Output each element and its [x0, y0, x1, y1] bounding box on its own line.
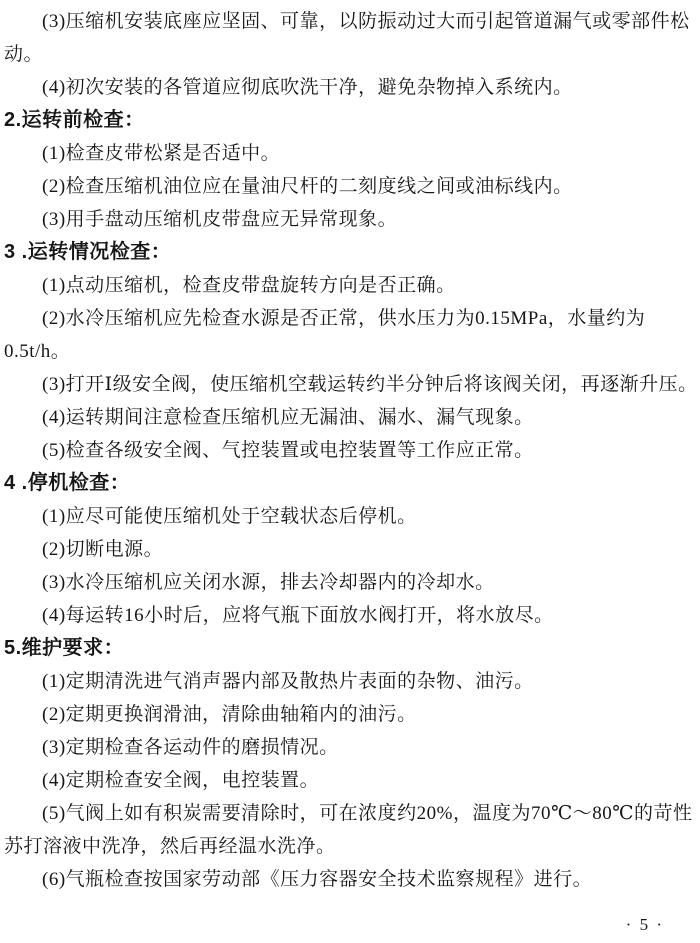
paragraph: (3)压缩机安装底座应坚固、可靠，以防振动过大而引起管道漏气或零部件松动。: [4, 11, 690, 65]
paragraph: (1)定期清洗进气消声器内部及散热片表面的杂物、油污。: [42, 671, 534, 692]
paragraph: (2)切断电源。: [42, 539, 164, 560]
page-number: · 5 ·: [625, 915, 664, 934]
paragraph: (3)定期检查各运动件的磨损情况。: [42, 737, 339, 758]
section-heading: 4 .停机检查：: [4, 472, 131, 494]
paragraph: (6)气瓶检查按国家劳动部《压力容器安全技术监察规程》进行。: [42, 869, 593, 890]
section-heading: 3 .运转情况检查：: [4, 241, 172, 263]
paragraph: (1)检查皮带松紧是否适中。: [42, 143, 281, 164]
paragraph: (5)检查各级安全阀、气控装置或电控装置等工作应正常。: [42, 440, 534, 461]
paragraph: (1)应尽可能使压缩机处于空载状态后停机。: [42, 506, 417, 527]
paragraph: (5)气阀上如有积炭需要清除时，可在浓度约20%，温度为70℃～80℃的苛性苏打溶液中洗净，然后再经温水洗净。: [4, 803, 693, 857]
paragraph: (4)定期检查安全阀，电控装置。: [42, 770, 320, 791]
paragraph: (3)用手盘动压缩机皮带盘应无异常现象。: [42, 209, 398, 230]
paragraph: (3)水冷压缩机应关闭水源，排去冷却器内的冷却水。: [42, 572, 495, 593]
paragraph: (2)检查压缩机油位应在量油尺杆的二刻度线之间或油标线内。: [42, 176, 573, 197]
paragraph: (2)水冷压缩机应先检查水源是否正常，供水压力为0.15MPa，水量约为0.5t/h。: [4, 308, 646, 362]
paragraph: (3)打开Ⅰ级安全阀，使压缩机空载运转约半分钟后将该阀关闭，再逐渐升压。: [42, 374, 698, 395]
section-heading: 5.维护要求：: [4, 637, 125, 659]
paragraph: (1)点动压缩机，检查皮带盘旋转方向是否正确。: [42, 275, 456, 296]
paragraph: (4)初次安装的各管道应彻底吹洗干净，避免杂物掉入系统内。: [42, 77, 573, 98]
section-heading: 2.运转前检查：: [4, 109, 145, 131]
paragraph: (4)运转期间注意检查压缩机应无漏油、漏水、漏气现象。: [42, 407, 534, 428]
paragraph: (4)每运转16小时后，应将气瓶下面放水阀打开，将水放尽。: [42, 605, 554, 626]
paragraph: (2)定期更换润滑油，清除曲轴箱内的油污。: [42, 704, 417, 725]
